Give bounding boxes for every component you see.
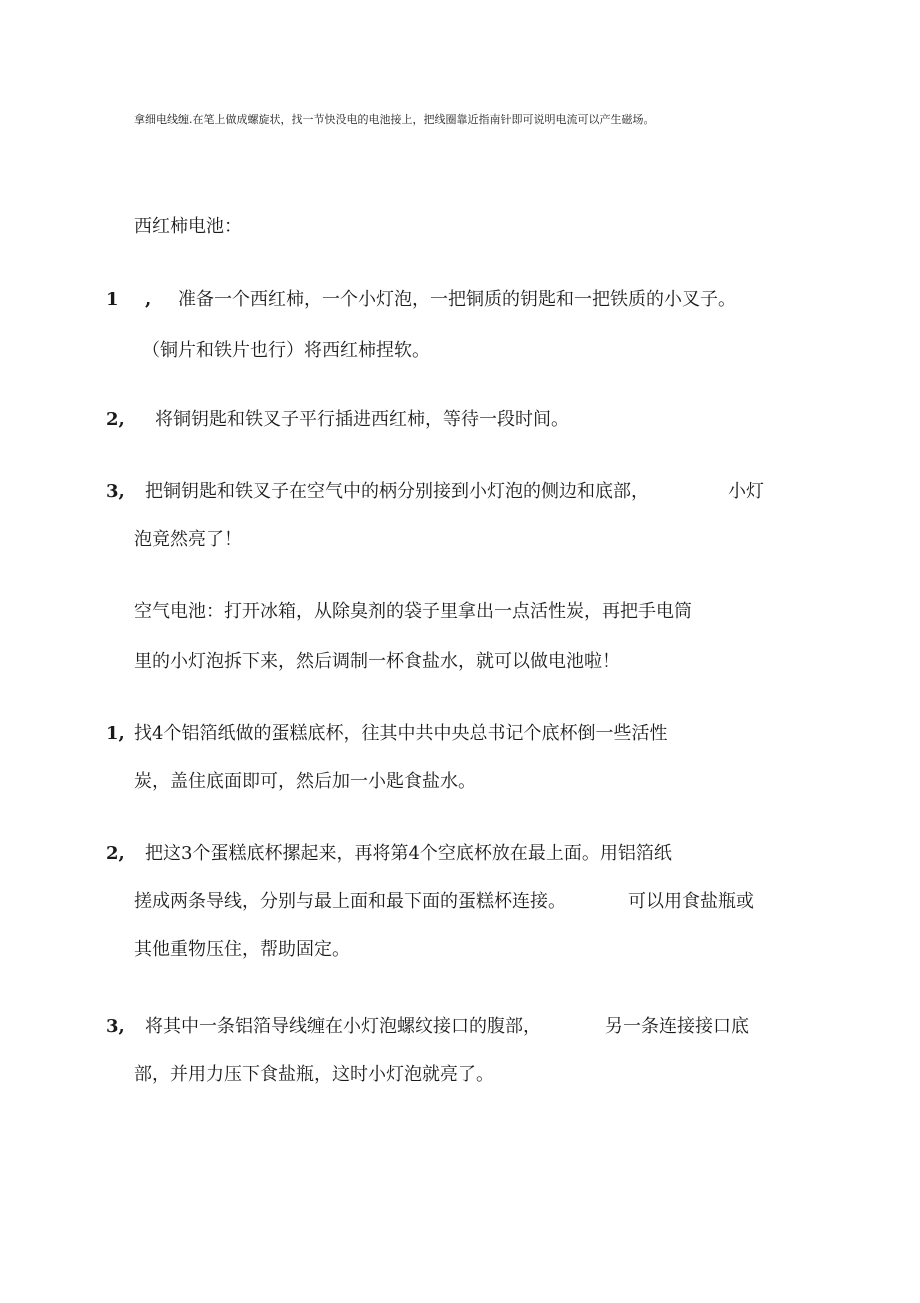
air-step-2-line-2: 搓成两条导线，分别与最上面和最下面的蛋糕杯连接。 xyxy=(134,891,566,912)
air-step-3-line-2: 部，并用力压下食盐瓶，这时小灯泡就亮了。 xyxy=(134,1064,494,1085)
air-battery-intro-line-2: 里的小灯泡拆下来，然后调制一杯食盐水，就可以做电池啦！ xyxy=(134,651,620,672)
air-step-3-line-1: 将其中一条铝箔导线缠在小灯泡螺纹接口的腹部， xyxy=(145,1016,541,1037)
air-step-2-line-2-tail: 可以用食盐瓶或 xyxy=(628,891,754,912)
tomato-step-3-number: 3, xyxy=(106,481,125,502)
air-step-2-line-1: 把这3个蛋糕底杯摞起来，再将第4个空底杯放在最上面。用铝箔纸 xyxy=(145,843,672,864)
tomato-step-3-line-1: 把铜钥匙和铁叉子在空气中的柄分别接到小灯泡的侧边和底部， xyxy=(145,481,649,502)
tomato-step-3-line-2: 泡竟然亮了！ xyxy=(134,529,242,550)
tomato-step-3-line-1-tail: 小灯 xyxy=(728,481,764,502)
air-step-1-line-1: 找4个铝箔纸做的蛋糕底杯，往其中共中央总书记个底杯倒一些活性 xyxy=(134,723,668,744)
air-step-2-line-3: 其他重物压住，帮助固定。 xyxy=(134,939,350,960)
air-step-3-number: 3, xyxy=(106,1016,125,1037)
tomato-step-1-separator: , xyxy=(145,289,152,310)
tomato-step-2-number: 2, xyxy=(106,409,125,430)
air-step-3-line-1-tail: 另一条连接接口底 xyxy=(605,1016,749,1037)
air-step-2-number: 2, xyxy=(106,843,125,864)
air-step-1-line-2: 炭，盖住底面即可，然后加一小匙食盐水。 xyxy=(134,771,476,792)
tomato-step-1-number: 1 xyxy=(106,289,119,310)
tomato-battery-heading: 西红柿电池： xyxy=(134,216,242,237)
air-battery-intro-line-1: 空气电池：打开冰箱，从除臭剂的袋子里拿出一点活性炭，再把手电筒 xyxy=(134,601,692,622)
air-step-1-number: 1, xyxy=(106,723,125,744)
tomato-step-1-line-2: （铜片和铁片也行）将西红柿捏软。 xyxy=(142,340,430,361)
tomato-step-2-line-1: 将铜钥匙和铁叉子平行插进西红柿，等待一段时间。 xyxy=(155,409,569,430)
tomato-step-1-line-1: 准备一个西红柿，一个小灯泡，一把铜质的钥匙和一把铁质的小叉子。 xyxy=(178,289,736,310)
intro-paragraph: 拿细电线缠.在笔上做成螺旋状，找一节快没电的电池接上，把线圈靠近指南针即可说明电流可以产生磁场。 xyxy=(134,113,655,126)
